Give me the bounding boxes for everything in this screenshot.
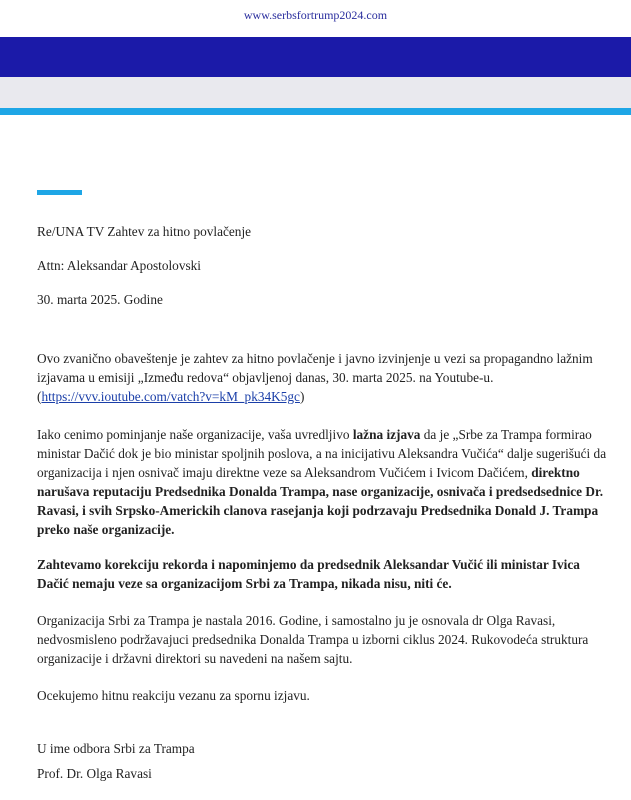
youtube-link[interactable]: https://vvv.ioutube.com/vatch?v=kM_pk34K5gc (41, 389, 300, 404)
letter-date: 30. marta 2025. Godine (37, 292, 163, 307)
header-cyan-stripe (0, 108, 631, 115)
paragraph-notice (37, 349, 607, 406)
p2-bold-reputation: direktno narušava reputaciju Predsednika Donalda Trampa, nase organizacije, osnivača i predsedsednice Dr. Ravasi, i svih Srpsko-Americkih clanova rasejanja koji podrzavaju Predsednika Donald J. Trampa preko naše organizacije. (37, 465, 604, 537)
p2-bold-false-statement: lažna izjava (352, 427, 421, 442)
p2-text-a: Iako cenimo pominjanje naše organizacije, vaša uvredljivo (37, 427, 353, 442)
letter-subject: Re/UNA TV Zahtev za hitno povlačenje (37, 224, 252, 239)
signature-line-1: U ime odbora Srbi za Trampa (37, 741, 195, 756)
header-navy-band (0, 37, 631, 77)
signature-line-2: Prof. Dr. Olga Ravasi (37, 766, 152, 781)
accent-dash (37, 190, 82, 195)
paragraph-organization-info: Organizacija Srbi za Trampa je nastala 2016. Godine, i samostalno ju je osnovala dr Olga Ravasi, nedvosmisleno podržavajuci predsednika Donalda Trampa u izborni ciklus 2024. Rukovodeća struktura organizacije i državni direktori su navedeni na našem sajtu. (37, 613, 589, 666)
paragraph-notice-text: Ovo zvanično obaveštenje je zahtev za hitno povlačenje i javno izvinjenje u vezi sa propagandno lažnim izjavama u emisiji „Između redova“ objavljenoj danas, 30. marta 2025. na Youtube-u. (37, 351, 593, 385)
link-close-paren: ) (299, 389, 305, 404)
letter-attn: Attn: Aleksandar Apostolovski (37, 258, 201, 273)
paragraph-correction-demand: Zahtevamo korekciju rekorda i napominjemo da predsednik Aleksandar Vučić ili ministar Ivica Dačić nemaju veze sa organizacijom Srbi za Trampa, nikada nisu, niti će. (37, 557, 580, 591)
paragraph-false-statement (37, 425, 607, 539)
p2-text-b: da je „Srbe za Trampa formirao ministar Dačić dok je bio ministar spoljnih poslova, a na inicijativu Aleksandra Vučića“ dalje sugerišući da organizacija i njen osnivač imaju direktne veze sa Aleksandrom Vučićem i Ivicom Dačićem, (37, 427, 607, 480)
link-open-paren: ( (37, 389, 42, 404)
header-light-band (0, 77, 631, 108)
site-url-link[interactable]: www.serbsfortrump2024.com (243, 8, 388, 22)
paragraph-expectation: Ocekujemo hitnu reakciju vezanu za spornu izjavu. (37, 688, 310, 703)
